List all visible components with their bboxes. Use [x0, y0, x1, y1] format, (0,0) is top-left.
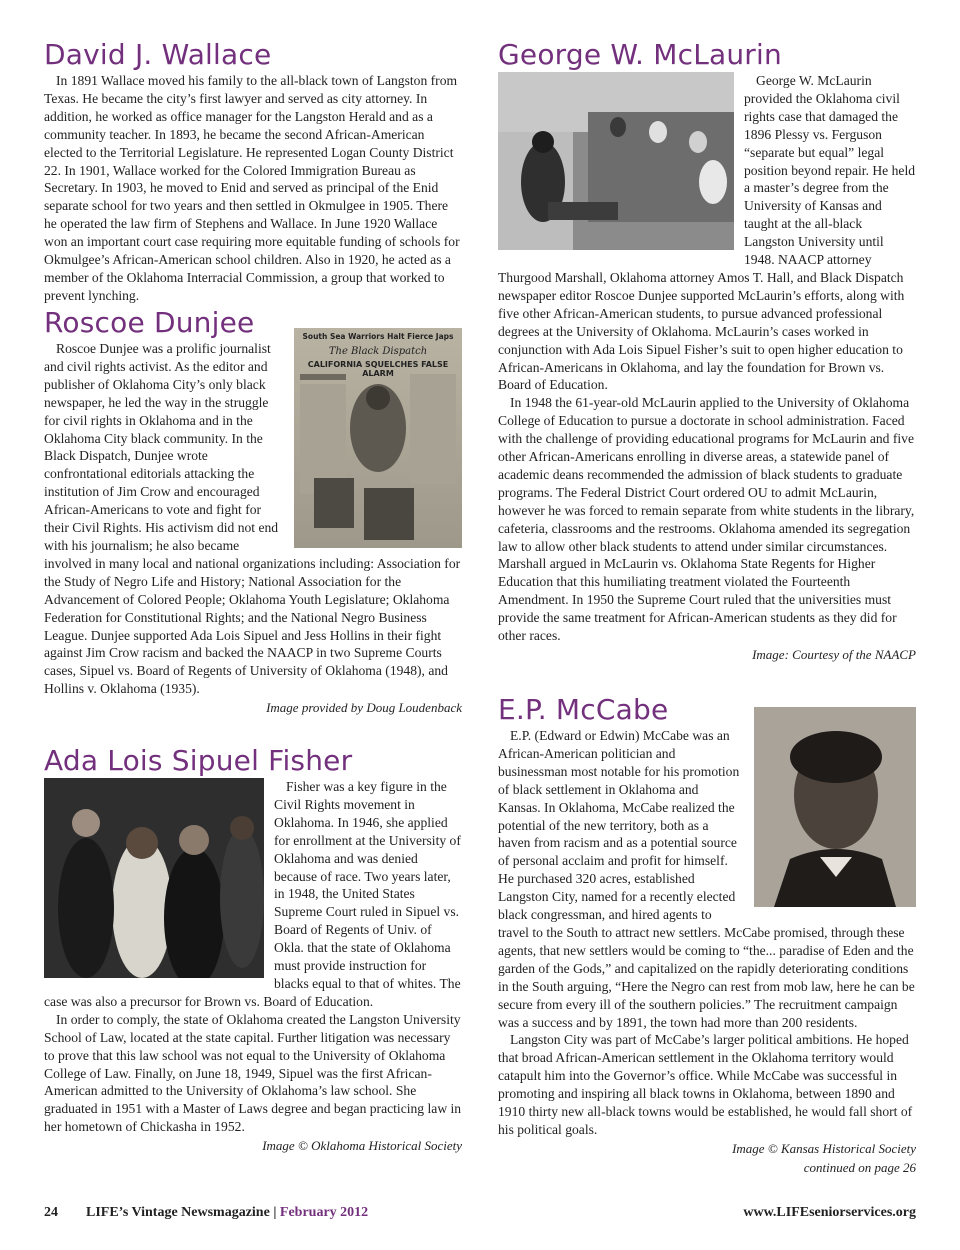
magazine-name: LIFE’s Vintage Newsmagazine [86, 1205, 270, 1220]
fisher-section [44, 746, 462, 1154]
dunjee-title: Roscoe Dunjee [44, 306, 255, 339]
mclaurin-section [498, 40, 916, 695]
left-column [44, 40, 462, 1154]
continued-note: continued on page 26 [803, 1160, 916, 1175]
page-number: 24 [44, 1205, 58, 1220]
website-url[interactable]: www.LIFEseniorservices.org [743, 1205, 916, 1220]
right-column [498, 40, 916, 1157]
dunjee-body: Roscoe Dunjee was a prolific journalist and civil rights activist. As the editor and publisher of Oklahoma City’s only black newspaper, he led the way in the struggle for civil rights in Oklahoma and in the Oklahoma City black community. In the Black Dispatch, Dunjee wrote confrontational editorials attacking the institution of Jim Crow and encouraged African-Americans to vote and fight for their Civil Rights. His activism did not end with his journalism; he also became involved in many local and national organizations including: Association for the Study of Negro Life and History; National Association for the Advancement of Colored People; Oklahoma Youth Legislature; Oklahoma Federation for Constitutional Rights; and the National Negro Business League. Dunjee supported Ada Lois Sipuel and Jess Hollins in their fight against Jim Crow racism and backed the NAACP in two Supreme Courts cases, Sipuel vs. Board of Regents of University of Oklahoma (1948), and Hollins v. Oklahoma (1935). [44, 341, 461, 697]
mccabe-body-1: E.P. (Edward or Edwin) McCabe was an African-American politician and businessman most notable for his promotion of black settlement in Oklahoma and Kansas. In Oklahoma, McCabe realized the potential of the new territory, both as a haven from racism and as a potential source of personal acclaim and profit for himself. He purchased 320 acres, established Langston City, named for a recently elected black congressman, and hired agents to travel to the South to attract new settlers. McCabe promised, through these agents, that new settlers would be coming to “the... paradise of Eden and the garden of the Gods,” and capitalized on the rapidly deteriorating conditions in the South arguing, “Here the Negro can rest from mob law, here he can be secure from every ill of the southern policies.” The recruitment campaign was a success and by 1891, the town had more than 200 residents. [498, 728, 915, 1030]
newspaper-masthead: The Black Dispatch [328, 346, 428, 357]
mclaurin-body-2: In 1948 the 61-year-old McLaurin applied to the University of Oklahoma College of Education to pursue a doctorate in school administration. Faced with the challenge of providing educational programs for McLaurin and five other African-Americans enrolling in diverse areas, a statewide panel of academic deans recommended the admission of black students to graduate programs. The Federal District Court ordered OU to admit McLaurin, however he was forced to remain separate from white students in the library, cafeteria, classrooms and the restrooms. Oklahoma amended its segregation law to allow other black students to attend under similar circumstances. Marshall argued in McLaurin vs. Oklahoma State Regents for Higher Education that this humiliating treatment violated the Fourteenth Amendment. In 1950 the Supreme Court ruled that the universities must provide the same treatment for African-American students as they did for other races. [498, 395, 915, 644]
classroom-scene [498, 72, 734, 250]
mclaurin-body-1: George W. McLaurin provided the Oklahoma civil rights case that damaged the 1896 Plessy vs. Ferguson “separate but equal” legal position beyond repair. He held a master’s degree from the University of Kansas and taught at the all-black Langston University until 1948. NAACP attorney Thurgood Marshall, Oklahoma attorney Amos T. Hall, and Black Dispatch newspaper editor Roscoe Dunjee supported McLaurin’s efforts, along with five other African-American students, to pursue advanced professional degrees at the University of Oklahoma. McLaurin’s cases worked in conjunction with Ada Lois Sipuel Fisher’s suit to open higher education to African-Americans in Oklahoma, and lay the foundation for Brown vs. Board of Education. [498, 73, 916, 393]
mccabe-section [498, 695, 916, 1157]
fisher-body-2: In order to comply, the state of Oklahoma created the Langston University School of Law, located at the state capital. Further litigation was necessary to prove that this law school was not equal to the University of Oklahoma College of Law. Finally, on June 18, 1949, Sipuel was the first African-American admitted to the University of Oklahoma’s law school. She graduated in 1951 with a Master of Laws degree and began practicing law in her hometown of Chickasha in 1952. [44, 1011, 462, 1135]
magazine-line [86, 1205, 368, 1221]
newspaper-columns [294, 328, 462, 548]
newspaper-headline: CALIFORNIA SQUELCHES FALSE ALARM [307, 360, 449, 378]
fisher-credit: Image © Oklahoma Historical Society [262, 1138, 462, 1154]
mclaurin-title: George W. McLaurin [498, 38, 782, 71]
dunjee-section [44, 308, 462, 718]
mccabe-credit: Image © Kansas Historical Society [732, 1140, 916, 1156]
fisher-photo [44, 778, 264, 978]
mclaurin-credit: Image: Courtesy of the NAACP [752, 647, 916, 662]
footer-separator: | [269, 1205, 280, 1220]
fisher-title: Ada Lois Sipuel Fisher [44, 744, 353, 777]
newspaper-banner: South Sea Warriors Halt Fierce Japs [302, 332, 454, 341]
fisher-photo-scene [44, 778, 264, 978]
newspaper-image [294, 328, 462, 548]
mccabe-body-2: Langston City was part of McCabe’s larger political ambitions. He hoped that broad African-American settlement in the Oklahoma territory would catapult him into the Governor’s office. While McCabe was successful in promoting and inspiring all black towns in Oklahoma, between 1890 and 1910 thirty new all-black towns would be established, he would fall short of his political goals. [498, 1032, 913, 1137]
mccabe-portrait [754, 707, 916, 907]
dunjee-credit: Image provided by Doug Loudenback [266, 700, 462, 716]
wallace-title: David J. Wallace [44, 38, 272, 71]
mccabe-title: E.P. McCabe [498, 693, 669, 726]
portrait-scene [754, 707, 916, 907]
issue-date: February 2012 [279, 1205, 369, 1220]
wallace-body: In 1891 Wallace moved his family to the all-black town of Langston from Texas. He became the city’s first lawyer and served as city attorney. In addition, he worked as office manager for the Langston Herald and as a community teacher. In 1893, he became the second African-American elected to the Territorial Legislature. He represented Logan County District 22. In 1901, Wallace worked for the Colored Immigration Bureau as Secretary. In 1903, he moved to Enid and served as principal of the Enid separate school for two years and then settled in Okmulgee in 1905. There he operated the law firm of Stephens and Wallace. In June 1920 Wallace won an important court case requiring more equitable funding of schools for Okmulgee’s African-American school children. Also in 1920, he acted as a member of the Oklahoma Interracial Commission, a group that worked to prevent lynching. [44, 73, 460, 303]
mclaurin-classroom-photo [498, 72, 734, 250]
fisher-body-1: Fisher was a key figure in the Civil Rights movement in Oklahoma. In 1946, she applied for enrollment at the University of Oklahoma and was denied because of race. Two years later, in 1948, the United States Supreme Court ruled in Sipuel vs. Board of Regents of Univ. of Okla. that the state of Oklahoma must provide instruction for blacks equal to that of whites. The case was also a precursor for Brown vs. Board of Education. [44, 779, 461, 1009]
wallace-section [44, 40, 462, 306]
